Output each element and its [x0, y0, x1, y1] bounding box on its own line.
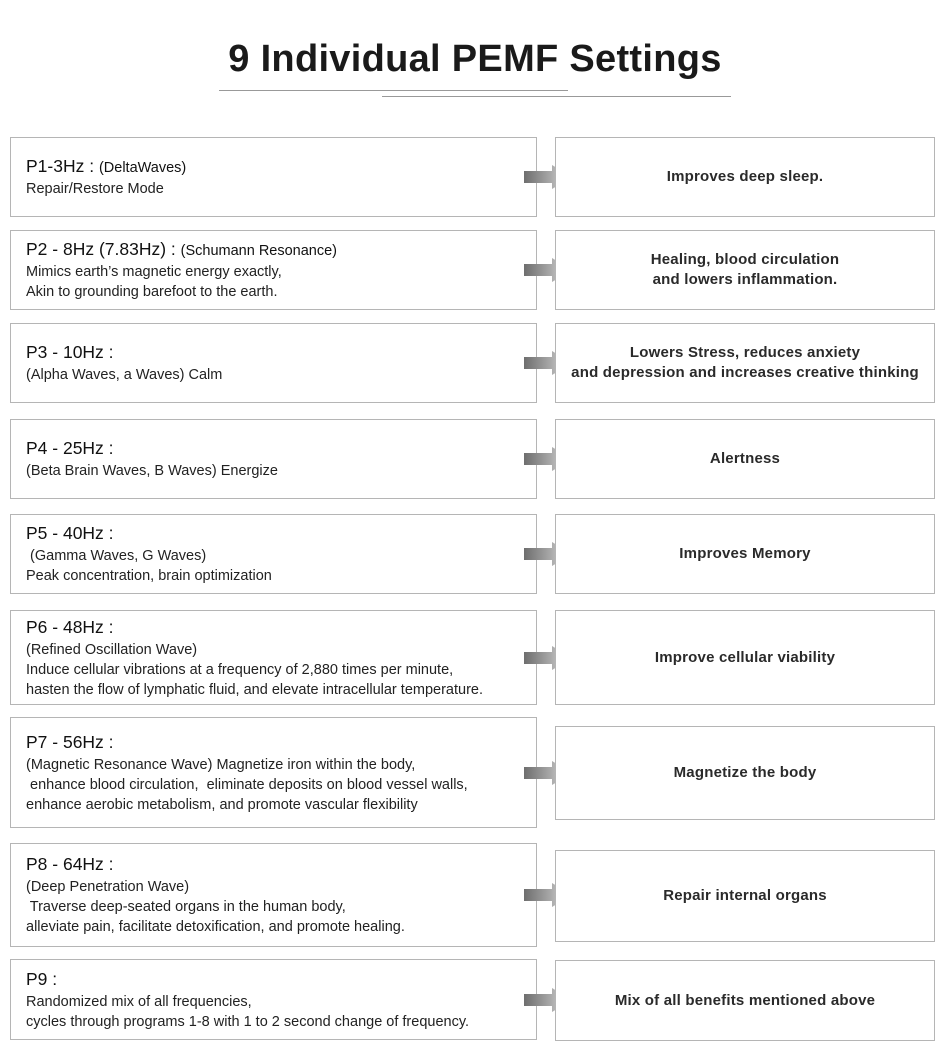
setting-description-line: Traverse deep-seated organs in the human body, [26, 899, 346, 915]
setting-description-line: Mimics earth’s magnetic energy exactly, [26, 264, 282, 280]
setting-frequency: P8 - 64Hz : [26, 854, 114, 874]
setting-description-line: hasten the flow of lymphatic fluid, and elevate intracellular temperature. [26, 681, 483, 698]
setting-3-benefit [555, 323, 935, 403]
setting-wave-type: (DeltaWaves) [98, 160, 187, 176]
setting-heading [26, 731, 536, 755]
benefit-line: Improve cellular viability [654, 648, 836, 666]
setting-heading [26, 238, 536, 262]
setting-6-benefit [555, 610, 935, 705]
benefit-line: and lowers inflammation. [652, 271, 838, 288]
benefit-text [674, 763, 817, 783]
setting-frequency: P1-3Hz : [26, 156, 99, 176]
setting-description-line: (Beta Brain Waves, B Waves) Energize [26, 463, 278, 479]
benefit-line: Alertness [709, 450, 781, 467]
setting-description-line: Akin to grounding barefoot to the earth. [26, 284, 278, 300]
setting-heading [26, 437, 536, 461]
setting-frequency: P4 - 25Hz : [26, 438, 114, 458]
benefit-text [667, 167, 824, 187]
benefit-line: Improves Memory [679, 545, 811, 562]
setting-heading [26, 341, 536, 365]
benefit-line: Lowers Stress, reduces anxiety [629, 344, 861, 361]
setting-1-description [10, 137, 537, 217]
setting-5-benefit [555, 514, 935, 594]
setting-8-benefit [555, 850, 935, 942]
setting-heading [26, 522, 536, 546]
benefit-text [571, 343, 919, 383]
setting-frequency: P5 - 40Hz : [26, 523, 114, 543]
setting-description-line: alleviate pain, facilitate detoxification, and promote healing. [26, 919, 405, 935]
benefit-text [663, 886, 827, 906]
setting-heading [26, 853, 536, 877]
benefit-line: Repair internal organs [663, 887, 827, 904]
benefit-text [655, 648, 835, 668]
setting-description-line: Peak concentration, brain optimization [26, 568, 272, 584]
benefit-line: and depression and increases creative thinking [571, 364, 919, 381]
setting-2-benefit [555, 230, 935, 310]
setting-frequency: P3 - 10Hz : [26, 342, 114, 362]
setting-frequency: P2 - 8Hz (7.83Hz) : [26, 239, 181, 259]
setting-9-benefit [555, 960, 935, 1041]
setting-description-line: Randomized mix of all frequencies, [26, 993, 252, 1010]
setting-9-description [10, 959, 537, 1040]
title-underline-left [219, 90, 568, 91]
benefit-text [710, 449, 780, 469]
setting-1-benefit [555, 137, 935, 217]
title-underline-right [382, 96, 731, 97]
setting-description-line: Induce cellular vibrations at a frequency of 2,880 times per minute, [26, 661, 454, 678]
setting-8-description [10, 843, 537, 947]
page-title: 9 Individual PEMF Settings [228, 38, 722, 80]
setting-description-line: (Deep Penetration Wave) [26, 879, 190, 895]
setting-description-line: (Alpha Waves, a Waves) Calm [26, 367, 223, 383]
setting-4-description [10, 419, 537, 499]
setting-7-description [10, 717, 537, 828]
setting-7-benefit [555, 726, 935, 820]
setting-3-description [10, 323, 537, 403]
setting-4-benefit [555, 419, 935, 499]
setting-description-line: enhance blood circulation, eliminate deposits on blood vessel walls, [26, 776, 468, 793]
benefit-text [651, 250, 840, 290]
setting-description-line: (Gamma Waves, G Waves) [26, 548, 207, 564]
benefit-text [615, 991, 875, 1011]
benefit-line: Improves deep sleep. [666, 168, 824, 185]
setting-heading [26, 616, 536, 640]
setting-heading [26, 155, 536, 179]
setting-description-line: Repair/Restore Mode [26, 181, 164, 197]
setting-frequency: P6 - 48Hz : [26, 616, 114, 637]
setting-6-description [10, 610, 537, 705]
benefit-line: Healing, blood circulation [650, 251, 840, 268]
benefit-line: Mix of all benefits mentioned above [614, 991, 876, 1009]
setting-frequency: P7 - 56Hz : [26, 731, 114, 752]
setting-description-line: cycles through programs 1-8 with 1 to 2 second change of frequency. [26, 1013, 470, 1030]
benefit-line: Magnetize the body [673, 764, 817, 781]
setting-5-description [10, 514, 537, 594]
setting-frequency: P9 : [26, 968, 58, 989]
setting-wave-type: (Schumann Resonance) [180, 243, 338, 259]
setting-heading [26, 968, 536, 992]
setting-description-line: (Magnetic Resonance Wave) Magnetize iron within the body, [26, 756, 416, 773]
benefit-text [679, 544, 810, 564]
setting-2-description [10, 230, 537, 310]
setting-description-line: (Refined Oscillation Wave) [26, 641, 198, 658]
setting-description-line: enhance aerobic metabolism, and promote vascular flexibility [26, 796, 418, 813]
